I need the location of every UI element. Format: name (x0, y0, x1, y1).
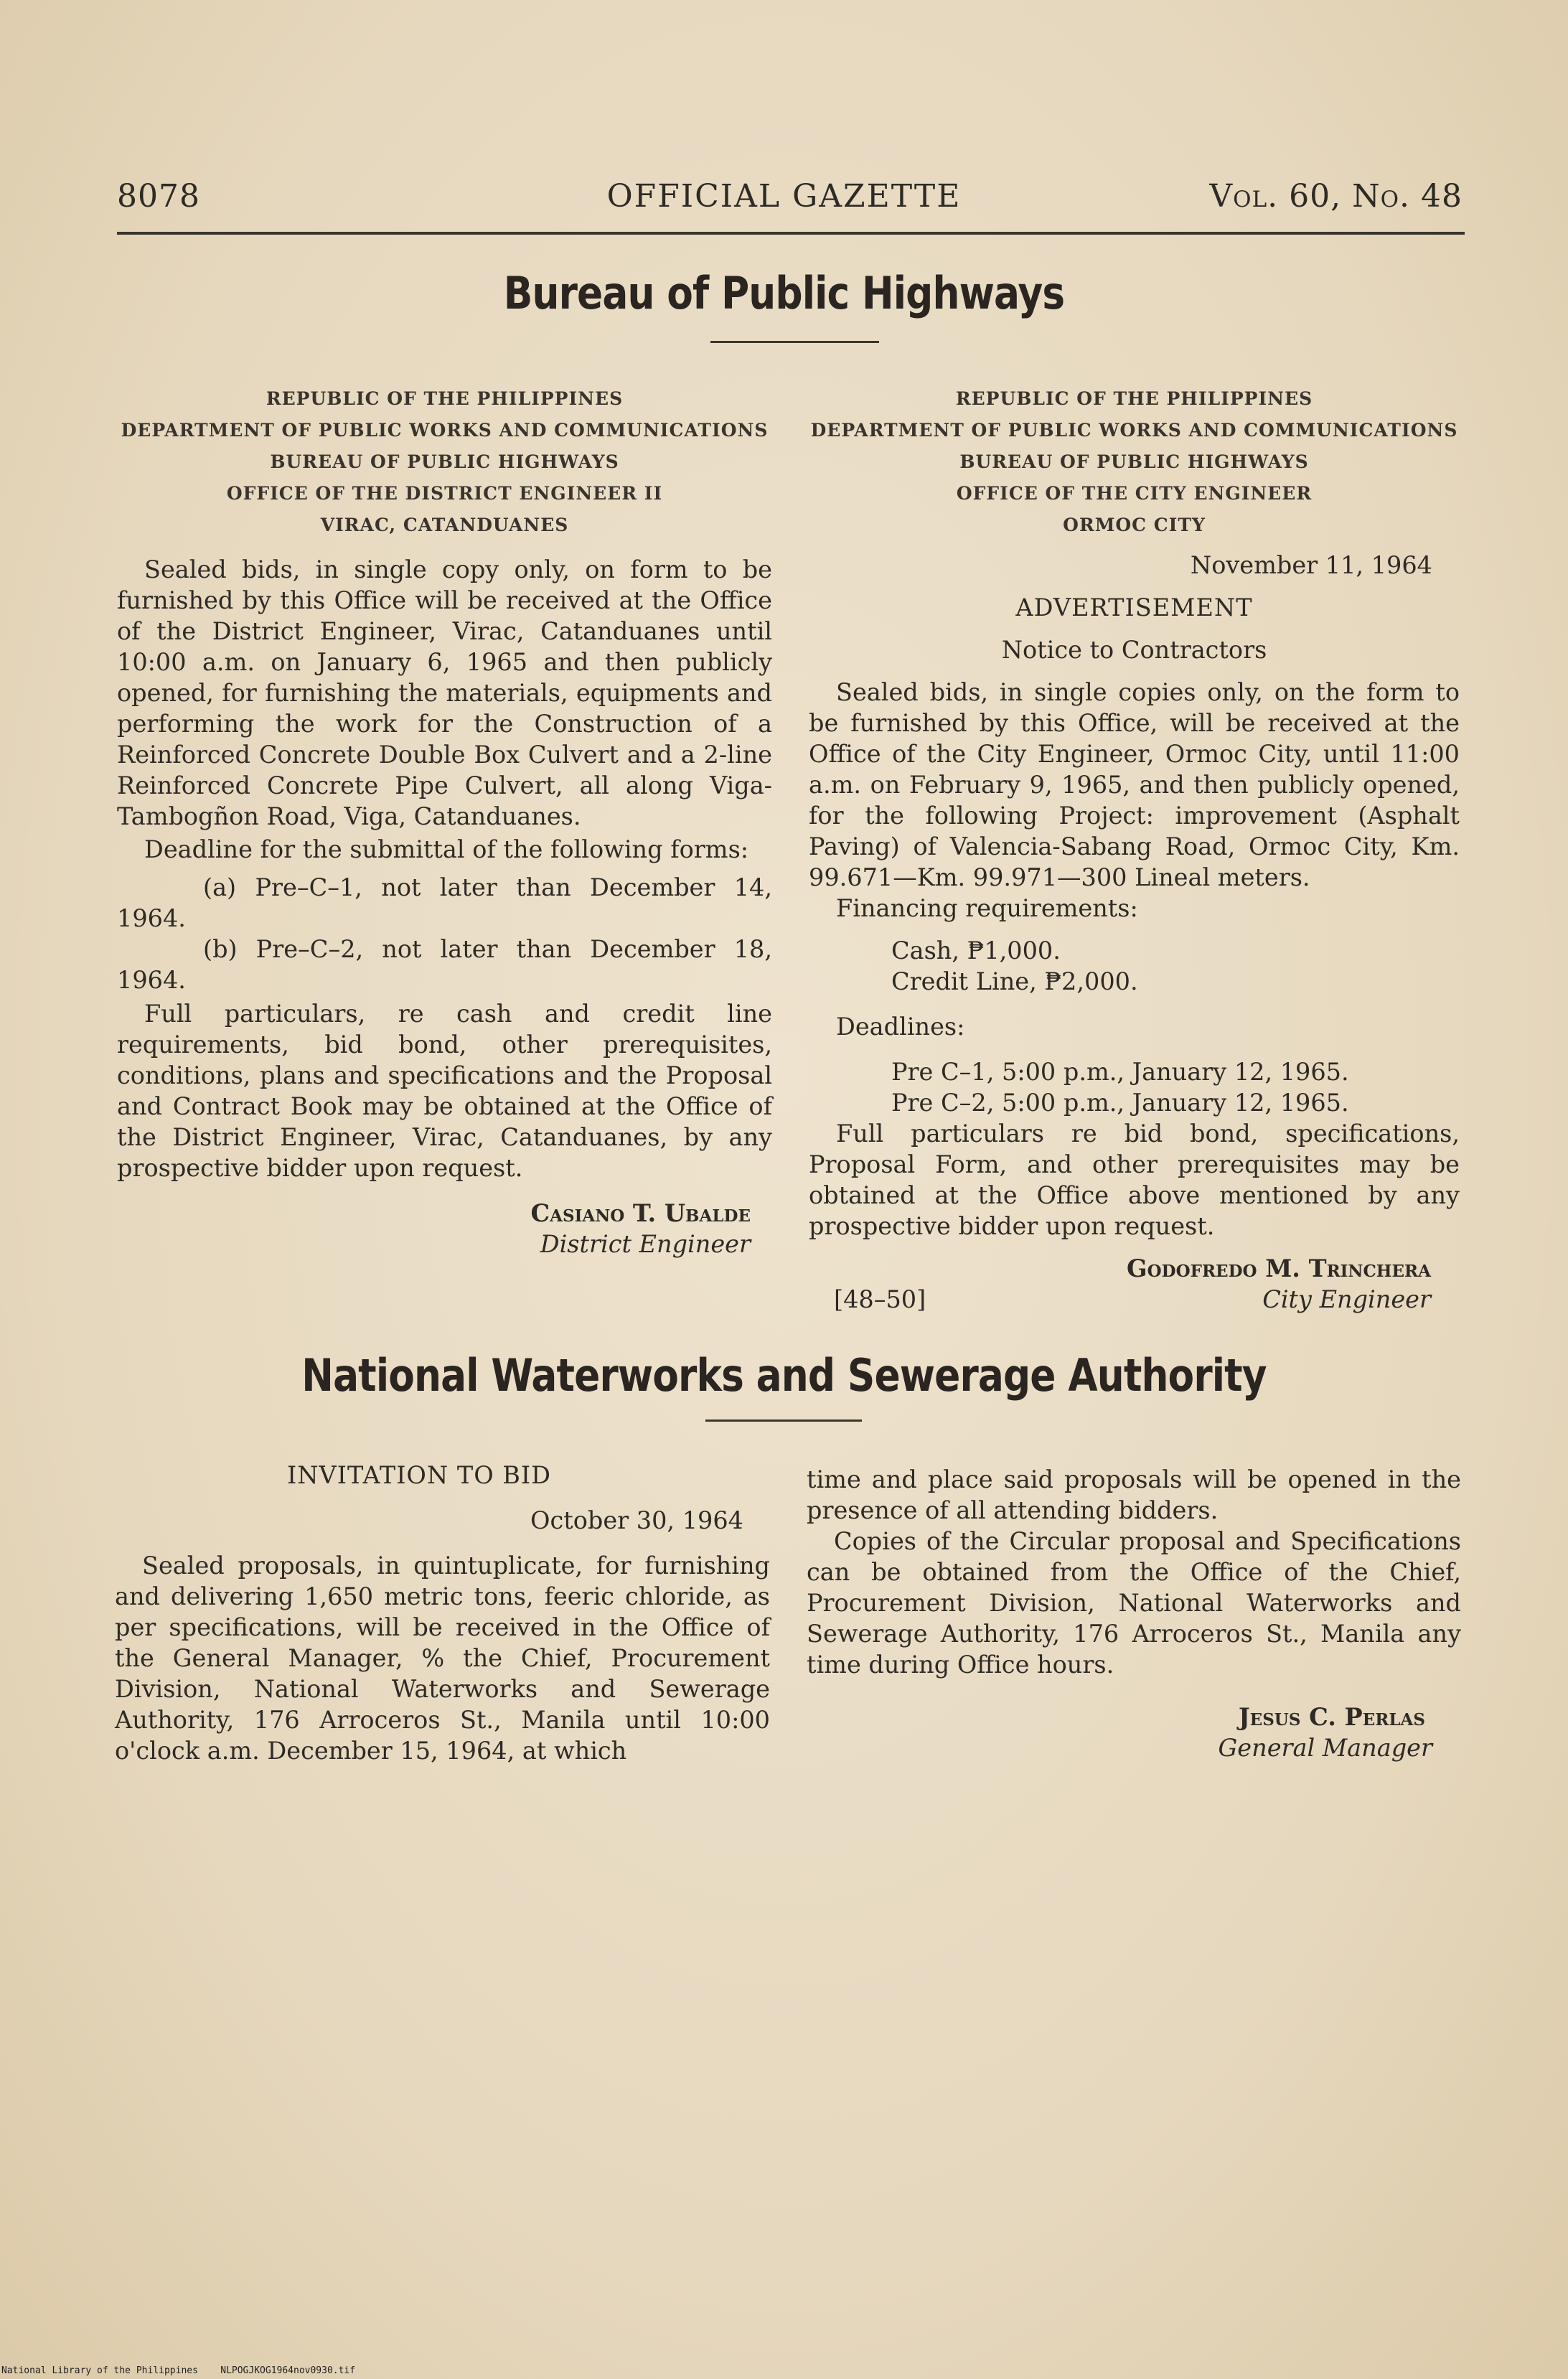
signer-line (809, 1284, 1460, 1315)
body-paragraph: Sealed bids, in single copy only, on form to be furnished by this Office will be received at the Office of the District Engineer, Virac, Catanduanes until 10:00 a.m. on January 6, 1965 and then publicly opened, for furnishing the materials, equipments and performing the work for the Construction of a Reinforced Concrete Double Box Culvert and a 2-line Reinforced Concrete Pipe Culvert, all along Viga-Tambogñon Road, Viga, Catanduanes. (117, 555, 772, 830)
body-paragraph: Copies of the Circular proposal and Specifications can be obtained from the Office of the Chief, Procurement Division, National Waterworks and Sewerage Authority, 176 Arroceros St., Manila any time during Office hours. (807, 1527, 1461, 1679)
office-block (117, 383, 772, 541)
signer-title: General Manager (1218, 1734, 1432, 1762)
invitation-heading: INVITATION TO BID (287, 1461, 552, 1489)
invitation-date: October 30, 1964 (530, 1506, 743, 1534)
deadline-item: Pre C–2, 5:00 p.m., January 12, 1965. (891, 1089, 1349, 1117)
office-line: DEPARTMENT OF PUBLIC WORKS AND COMMUNICATIONS (121, 420, 769, 441)
office-line: VIRAC, CATANDUANES (320, 515, 569, 535)
body-paragraph: time and place said proposals will be opened in the presence of all attending bidders. (807, 1465, 1461, 1524)
signer-title: District Engineer (540, 1230, 751, 1258)
office-line: ORMOC CITY (1063, 515, 1206, 535)
signer-title: City Engineer (1262, 1285, 1431, 1313)
office-block (809, 383, 1460, 541)
financing-cash: Cash, ₱1,000. (891, 937, 1061, 965)
section-rule-bph (710, 341, 879, 343)
section-title-bph: Bureau of Public Highways (503, 267, 1065, 319)
page-number: 8078 (117, 178, 200, 215)
publication-title: OFFICIAL GAZETTE (606, 178, 962, 215)
notice-subheading: Notice to Contractors (1001, 636, 1267, 664)
office-line: DEPARTMENT OF PUBLIC WORKS AND COMMUNICATIONS (810, 420, 1458, 441)
office-line: BUREAU OF PUBLIC HIGHWAYS (959, 451, 1309, 472)
list-item: (a) Pre–C–1, not later than December 14, 1964. (117, 873, 772, 932)
office-line: OFFICE OF THE DISTRICT ENGINEER II (226, 483, 663, 504)
section-rule-nwsa (705, 1420, 862, 1422)
signer-name: Godofredo M. Trinchera (1126, 1254, 1431, 1282)
notice-district-engineer (117, 383, 772, 1259)
office-line: OFFICE OF THE CITY ENGINEER (956, 483, 1313, 504)
body-paragraph: Sealed proposals, in quintuplicate, for furnishing and delivering 1,650 metric tons, feeric chloride, as per specifications, will be received in the Office of the General Manager, % the Chief, Procurement Division, National Waterworks and Sewerage Authority, 176 Arroceros St., Manila until 10:00 o'clock a.m. December 15, 1964, at which (115, 1552, 770, 1765)
office-line: REPUBLIC OF THE PHILIPPINES (266, 388, 624, 409)
footer-file: NLPOGJKOG1964nov0930.tif (220, 2365, 356, 2376)
deadlines-label: Deadlines: (836, 1013, 965, 1041)
scan-footer (1, 2365, 355, 2376)
financing-credit: Credit Line, ₱2,000. (891, 967, 1138, 995)
header-rule (117, 232, 1465, 235)
body-paragraph: Deadline for the submittal of the following forms: (144, 835, 749, 863)
body-paragraph: Full particulars, re cash and credit line requirements, bid bond, other prerequisites, conditions, plans and specifications and the Proposal and Contract Book may be obtained at the Office of the District Engineer, Virac, Catanduanes, by any prospective bidder upon request. (117, 1000, 772, 1182)
body-paragraph: Sealed bids, in single copies only, on the form to be furnished by this Office, will be received at the Office of the City Engineer, Ormoc City, until 11:00 a.m. on February 9, 1965, and then publicly opened, for the following Project: improvement (Asphalt Paving) of Valencia-Sabang Road, Ormoc City, Km. 99.671—Km. 99.971—300 Lineal meters. (809, 678, 1460, 891)
issue-reference: [48–50] (834, 1285, 926, 1313)
nwsa-left-column (115, 1460, 770, 1766)
notice-heading: ADVERTISEMENT (1015, 593, 1253, 621)
nwsa-right-column (807, 1464, 1461, 1763)
signer-name: Casiano T. Ubalde (530, 1199, 751, 1227)
financing-label: Financing requirements: (836, 894, 1138, 922)
notice-city-engineer (809, 383, 1460, 1315)
office-line: BUREAU OF PUBLIC HIGHWAYS (270, 451, 619, 472)
volume-number: Vol. 60, No. 48 (1209, 178, 1463, 215)
office-line: REPUBLIC OF THE PHILIPPINES (955, 388, 1313, 409)
section-title-nwsa: National Waterworks and Sewerage Authority (301, 1349, 1267, 1402)
signer-name: Jesus C. Perlas (1238, 1703, 1425, 1731)
notice-date: November 11, 1964 (1190, 551, 1432, 579)
body-paragraph: Full particulars re bid bond, specifications, Proposal Form, and other prerequisites may be obtained at the Office above mentioned by any prospective bidder upon request. (809, 1120, 1460, 1240)
list-item: (b) Pre–C–2, not later than December 18, 1964. (117, 935, 772, 994)
footer-library: National Library of the Philippines (1, 2365, 198, 2376)
deadline-item: Pre C–1, 5:00 p.m., January 12, 1965. (891, 1058, 1349, 1086)
